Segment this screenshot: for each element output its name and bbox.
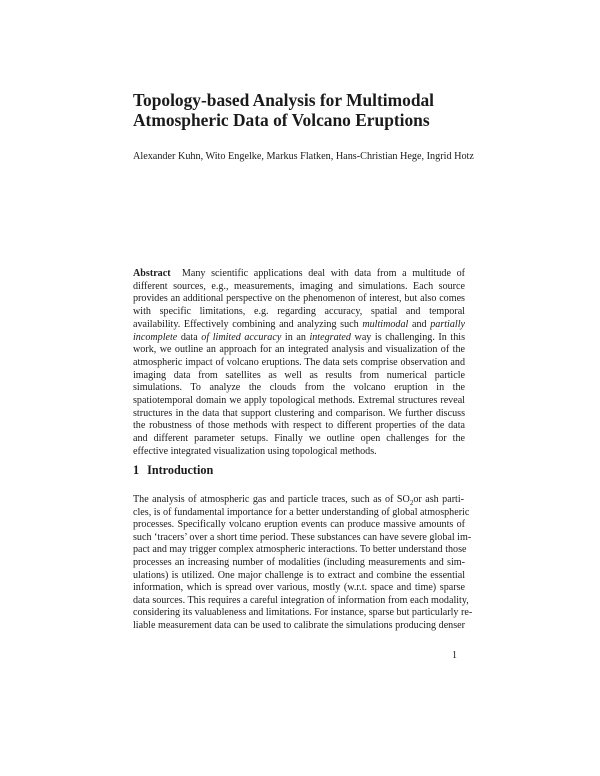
abstract-text: data xyxy=(177,331,202,343)
intro-text: ulations) is utilized. One major challenge is to extract and combine the essential xyxy=(133,569,465,581)
text-line xyxy=(133,570,465,583)
text-line xyxy=(133,594,469,608)
intro-text: or ash parti- xyxy=(413,494,465,505)
abstract-emphasis: integrated xyxy=(309,331,351,343)
intro-text: liable measurement data can be used to calibrate the simulations producing denser xyxy=(133,619,465,631)
abstract-text: Many scientific applications deal with data from a multitude of different sources, e.g., measurements, imaging and simulations. Each source provides an additional perspective on the phenomenon of interest, but also comes with specific limitations, e.g. regarding accuracy, spatial and temporal availability. Effectively combining and analyzing such xyxy=(133,268,466,330)
text-line xyxy=(133,494,465,507)
intro-text: such ‘tracers’ over a short time period. These substances can have severe global im- xyxy=(133,531,472,543)
text-line xyxy=(133,607,473,620)
intro-text: considering its valuableness and limitations. For instance, sparse but particularly re- xyxy=(133,607,473,619)
abstract-text: in an xyxy=(281,331,310,343)
introduction-body xyxy=(133,494,473,633)
intro-text: The analysis of atmospheric gas and particle traces, such as of SO xyxy=(133,494,410,505)
abstract-emphasis: partially incomplete xyxy=(133,318,465,343)
abstract xyxy=(133,268,465,459)
text-line xyxy=(133,582,465,595)
intro-text: pact and may trigger complex atmospheric interactions. To better understand those xyxy=(133,544,467,556)
page-number: 1 xyxy=(452,650,457,661)
title-line: Atmospheric Data of Volcano Eruptions xyxy=(133,110,430,130)
intro-text: processes. Specifically volcano eruption events can produce massive amounts of xyxy=(133,519,465,531)
text-line xyxy=(133,557,465,570)
text-line xyxy=(133,519,465,532)
title-line: Topology-based Analysis for Multimodal xyxy=(133,90,435,110)
abstract-text: way is challenging. In this work, we outline an approach for an integrated analysis and visualization of the atmospheric impact of volcano eruptions. The data sets comprise observation and imaging data from satellites as well as results from numerical particle simulations. To analyze the clouds from the volcano eruption in the spatiotemporal domain we apply topological methods. Extremal structures reveal structures in the data that support clustering and comparison. We further discuss the robustness of those methods with respect to different properties of the data and different parameter setups. Finally we outline open challenges for the effective integrated visualization using topological methods. xyxy=(133,331,466,457)
section-number: 1 xyxy=(133,463,140,477)
text-line xyxy=(133,544,465,557)
text-line xyxy=(133,620,465,633)
intro-text: data sources. This requires a careful integration of information from each modality, xyxy=(133,594,469,606)
abstract-emphasis: of limited accuracy xyxy=(201,331,282,343)
intro-line-text xyxy=(133,494,464,507)
author-list: Alexander Kuhn, Wito Engelke, Markus Flatken, Hans-Christian Hege, Ingrid Hotz xyxy=(133,151,474,162)
abstract-emphasis: multimodal xyxy=(362,318,409,330)
intro-text: processes an increasing number of modalities (including measurements and sim- xyxy=(133,556,465,568)
text-line xyxy=(133,506,470,520)
abstract-label: Abstract xyxy=(133,268,171,279)
section-title: Introduction xyxy=(147,463,214,477)
section-heading xyxy=(133,463,213,477)
text-line xyxy=(133,531,472,545)
abstract-text: and xyxy=(408,318,431,330)
intro-text: cles, is of fundamental importance for a better understanding of global atmospheric xyxy=(133,506,470,518)
subscript: 2 xyxy=(409,499,414,508)
paper-title xyxy=(133,90,513,130)
intro-text: information, which is spread over various, mostly (w.r.t. space and time) sparse xyxy=(133,582,465,594)
